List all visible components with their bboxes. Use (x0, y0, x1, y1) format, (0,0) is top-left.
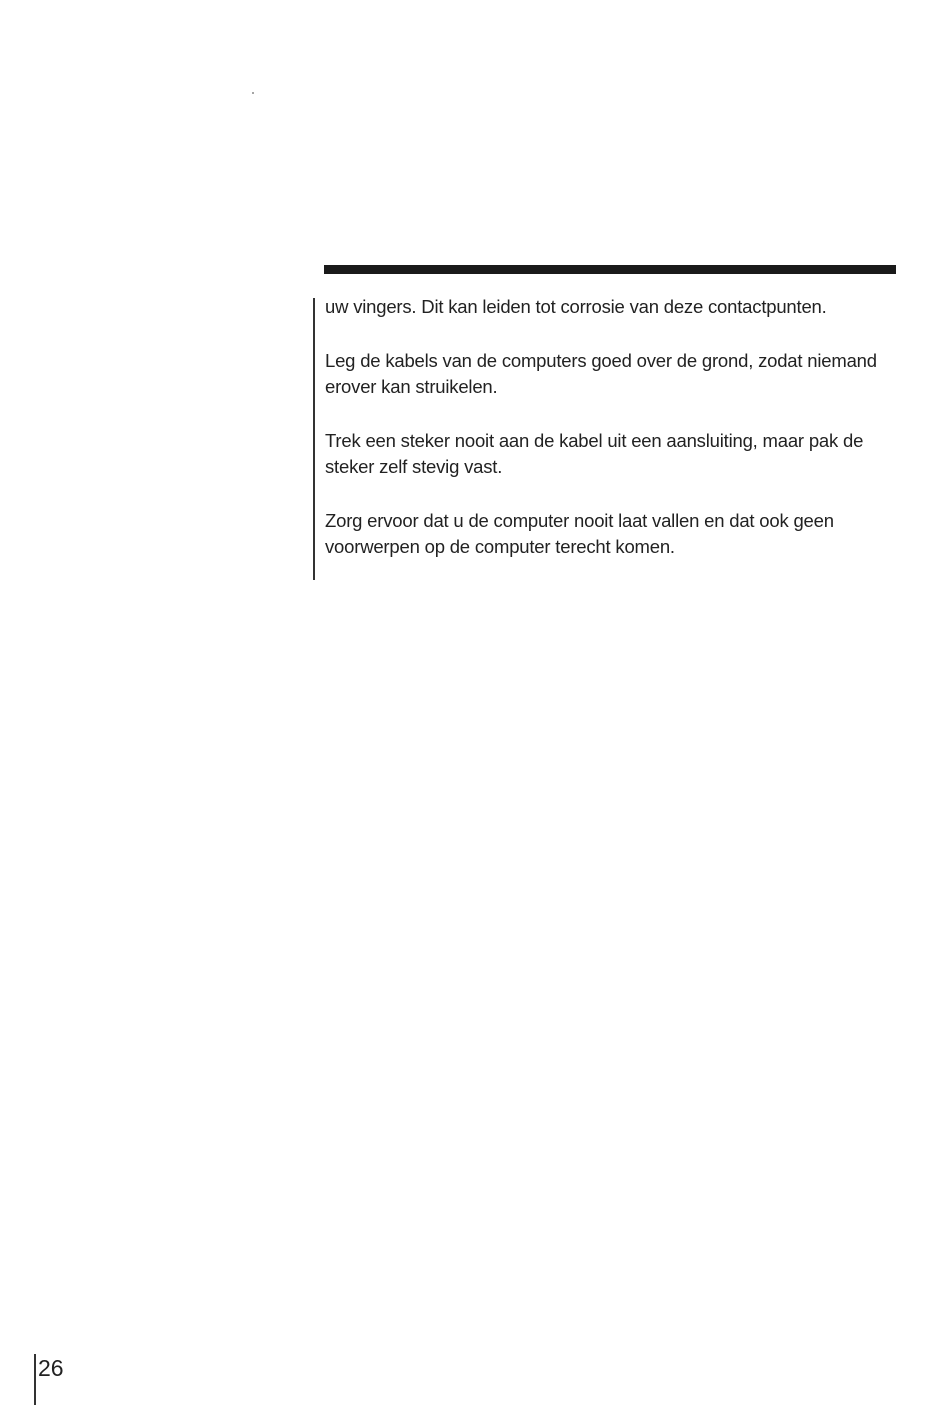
paragraph-4: Zorg ervoor dat u de computer nooit laat vallen en dat ook geen voorwerpen op de computer terecht komen. (325, 510, 834, 557)
page-number: 26 (38, 1355, 64, 1381)
body-text (325, 294, 885, 588)
scan-speck (252, 92, 254, 94)
paragraph-2: Leg de kabels van de computers goed over de grond, zodat niemand erover kan struikelen. (325, 350, 877, 397)
footer-bar (34, 1354, 36, 1405)
header-rule (324, 265, 896, 274)
paragraph-3: Trek een steker nooit aan de kabel uit een aansluiting, maar pak de steker zelf stevig vast. (325, 430, 864, 477)
revision-bar (313, 298, 315, 580)
paragraph-1: uw vingers. Dit kan leiden tot corrosie van deze contactpunten. (325, 296, 827, 317)
